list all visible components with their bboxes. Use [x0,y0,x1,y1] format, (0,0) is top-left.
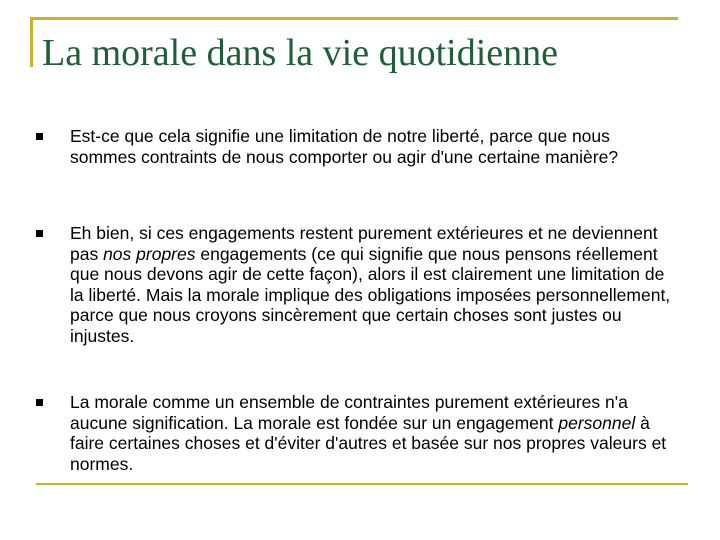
bullet-3-segment-1: La morale comme un ensemble de contraintes purement extérieures n'a aucune signification. La morale est fondée sur un engagement [70,392,628,433]
bullet-item-3 [36,392,676,474]
square-bullet-icon [36,230,43,237]
bullet-3-italic-segment: personnel [558,412,636,433]
bullet-text-3 [70,392,676,474]
bullet-2-segment-3: engagements (ce qui signifie que nous pensons réellement que nous devons agir de cette façon), alors il est clairement une limitation de la liberté. Mais la morale implique des obligations imposées personnellement, parce que nous croyons sincèrement que certain choses sont justes ou injustes. [70,243,671,346]
bullet-text-2 [70,223,676,346]
square-bullet-icon [36,133,43,140]
bullet-2-italic-segment: nos propres [103,243,196,264]
bottom-rule [36,483,688,485]
bullet-3-segment-3: à faire certaines choses et d'éviter d'autres et basée sur nos propres valeurs et normes. [70,412,667,474]
slide-title: La morale dans la vie quotidienne [42,32,558,74]
frame-top-rule [30,17,678,20]
bullet-2-segment-1: Eh bien, si ces engagements restent purement extérieures et ne deviennent pas [70,223,658,264]
frame-left-rule [30,17,33,67]
bullet-item-2 [36,223,676,346]
bullet-text-1 [70,126,676,167]
bullet-item-1 [36,126,676,167]
square-bullet-icon [36,399,43,406]
bullet-1-segment-1: Est-ce que cela signifie une limitation de notre liberté, parce que nous sommes contraints de nous comporter ou agir d'une certaine manière? [70,126,619,167]
